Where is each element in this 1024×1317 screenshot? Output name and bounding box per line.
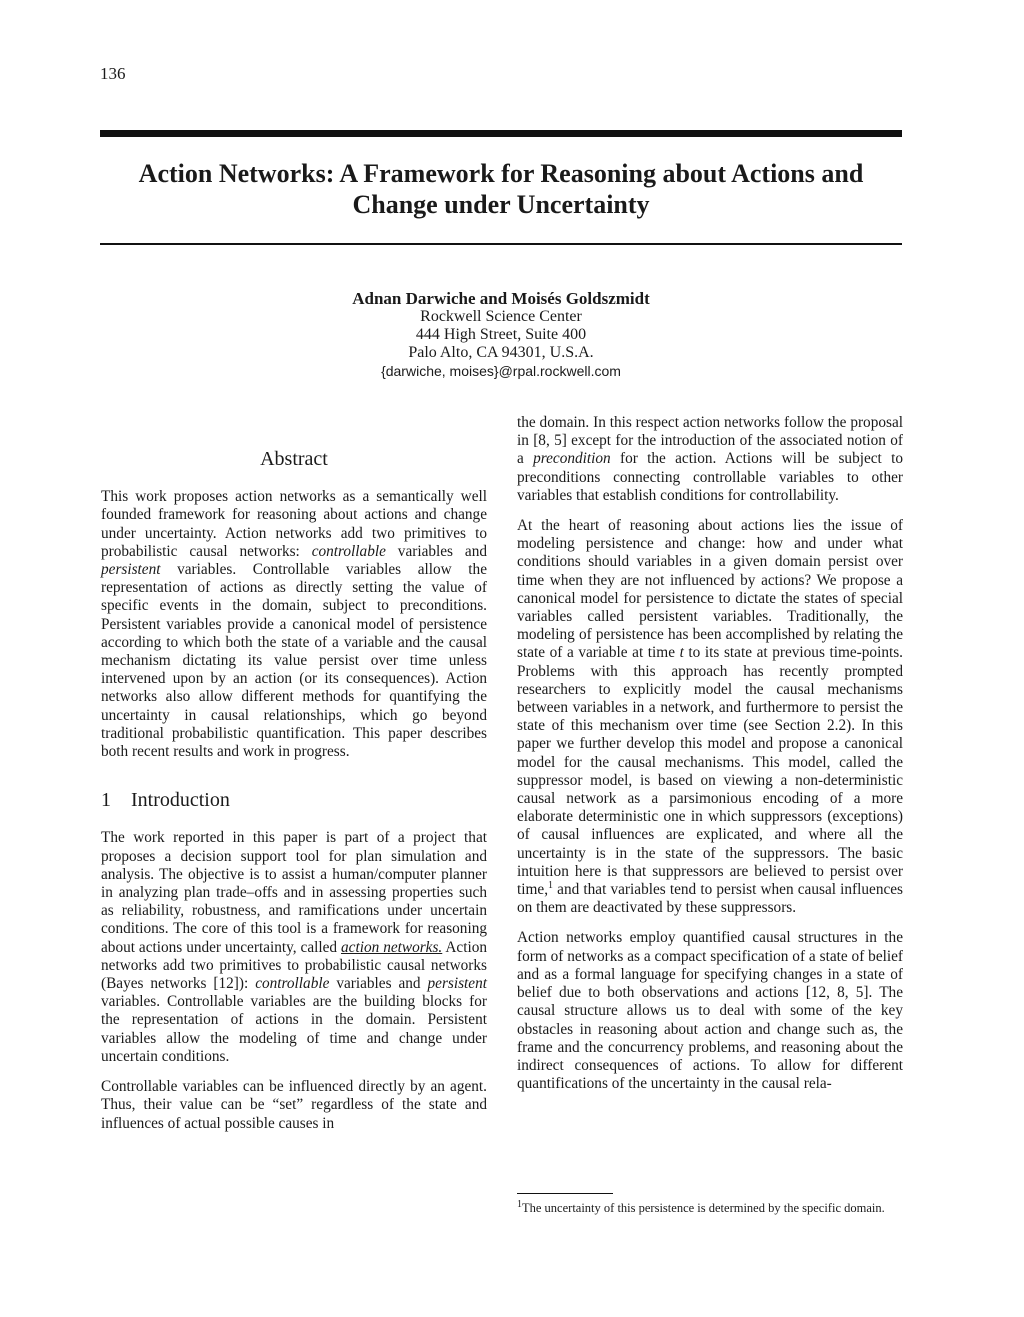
intro-em-controllable: controllable	[255, 975, 330, 993]
abstract-text-1: This work proposes action networks as a semantically well founded framework for reasoning about actions and change under uncertainty. Action networks add two primitives to probabilistic causal networks:	[101, 488, 487, 560]
right-paragraph-1	[517, 414, 903, 505]
footnote-rule	[517, 1193, 613, 1194]
left-column	[101, 450, 487, 1145]
paper-title	[100, 158, 902, 220]
title-top-rule	[100, 130, 902, 137]
intro-text-1b: Action networks add two primitives to probabilistic causal networks (Bayes networks [12]):	[101, 938, 487, 993]
author-affiliation: Rockwell Science Center	[420, 308, 582, 325]
intro-em-action-networks: action networks.	[341, 938, 443, 956]
right-text-2a: At the heart of reasoning about actions lies the issue of modeling persistence and change: how and under what conditions should variables in a given domain persist over time when they are not influenced by actions? We propose a canonical model for persistence to dictate the states of special variables called persistent variables. Traditionally, the modeling of persistence has been accomplished by relating the state of a variable at time	[517, 517, 903, 662]
footnote-marker[interactable]: 1	[548, 879, 554, 891]
intro-text-1d: variables. Controllable variables are the building blocks for the representation of actions in the domain. Persistent variables allow the modeling of time and change under uncertain conditions.	[101, 993, 487, 1065]
section-number: 1	[101, 789, 111, 812]
abstract-em-controllable: controllable	[311, 542, 386, 560]
intro-paragraph-1	[101, 829, 487, 1066]
intro-text-1a: The work reported in this paper is part of a project that proposes a decision support tool for plan simulation and analysis. The objective is to assist a human/computer planner in analyzing plan trade–offs and in assessing properties such as reliability, robustness, and ramifications under uncertain conditions. The core of this tool is a framework for reasoning about actions under uncertainty, called	[101, 829, 487, 956]
author-street: 444 High Street, Suite 400	[415, 326, 587, 343]
intro-text-1c: variables and	[329, 975, 428, 993]
intro-paragraph-2: Controllable variables can be influenced directly by an agent. Thus, their value can be “set” regardless of the state and influences of actual possible causes in	[101, 1078, 487, 1132]
footnote-text: The uncertainty of this persistence is determined by the specific domain.	[522, 1201, 885, 1215]
page-number: 136	[100, 64, 126, 83]
footnote-number: 1	[517, 1198, 522, 1210]
abstract-text-3: variables. Controllable variables allow the representation of actions as directly setting the value of specific events in the domain, subject to preconditions. Persistent variables provide a canonical model of persistence according to which both the state of a variable and the causal mechanism dictating its value persist over time unless intervened upon by an action (or its consequences). Action networks also allow different methods for quantifying the uncertainty in causal relationships, which go beyond traditional probabilistic quantification. This paper describes both recent results and work in progress.	[101, 561, 487, 761]
right-text-2b: to its state at previous time-points. Problems with this approach has recently prompted researchers to explicitly model the causal mechanisms between variables in a network, and furthermore to persist the state of this mechanism over time (see Section 2.2). In this paper we further develop this model and propose a canonical model for the causal mechanisms. This model, called the suppressor model, is based on viewing a non-deterministic causal network as a parsimonious encoding of a more elaborate deterministic one in which suppressors (exceptions) of causal influences are explicated, and where all the uncertainty is in the state of the suppressors. The basic intuition here is that suppressors are believed to persist over time,	[517, 644, 903, 899]
title-line-1: Action Networks: A Framework for Reasoning about Actions and	[138, 159, 864, 188]
footnote	[517, 1200, 903, 1216]
title-line-2: Change under Uncertainty	[352, 190, 650, 219]
author-city: Palo Alto, CA 94301, U.S.A.	[408, 344, 594, 361]
abstract-heading: Abstract	[260, 448, 328, 470]
right-text-2c: and that variables tend to persist when causal influences on them are deactivated by these suppressors.	[517, 881, 903, 917]
right-text-1b: for the action. Actions will be subject to preconditions connecting controllable variables to other variables that establish conditions for controllability.	[517, 450, 903, 504]
right-em-t: t	[679, 644, 684, 662]
right-em-precondition: precondition	[533, 450, 611, 468]
intro-em-persistent: persistent	[427, 975, 487, 993]
right-column	[517, 414, 903, 1105]
abstract-body	[101, 488, 487, 761]
section-heading-introduction	[101, 789, 487, 812]
author-names: Adnan Darwiche and Moisés Goldszmidt	[352, 289, 650, 308]
abstract-text-2: variables and	[385, 542, 487, 560]
right-text-1a: the domain. In this respect action networks follow the proposal in [8, 5] except for the introduction of the associated notion of a	[517, 414, 903, 468]
abstract-em-persistent: persistent	[101, 561, 161, 579]
title-bottom-rule	[100, 243, 902, 245]
author-block	[100, 290, 902, 380]
right-paragraph-3: Action networks employ quantified causal structures in the form of networks as a compact specification of a state of belief and as a formal language for specifying changes in a state of belief due to both observations and actions [12, 8, 5]. The causal structure allows us to deal with some of the key obstacles in reasoning about action and change such as, the frame and the concurrency problems, and reasoning about the indirect consequences of actions. To allow for different quantifications of the uncertainty in the causal rela-	[517, 929, 903, 1093]
section-title: Introduction	[131, 789, 230, 812]
author-email: {darwiche, moises}@rpal.rockwell.com	[381, 363, 621, 379]
right-paragraph-2	[517, 517, 903, 917]
